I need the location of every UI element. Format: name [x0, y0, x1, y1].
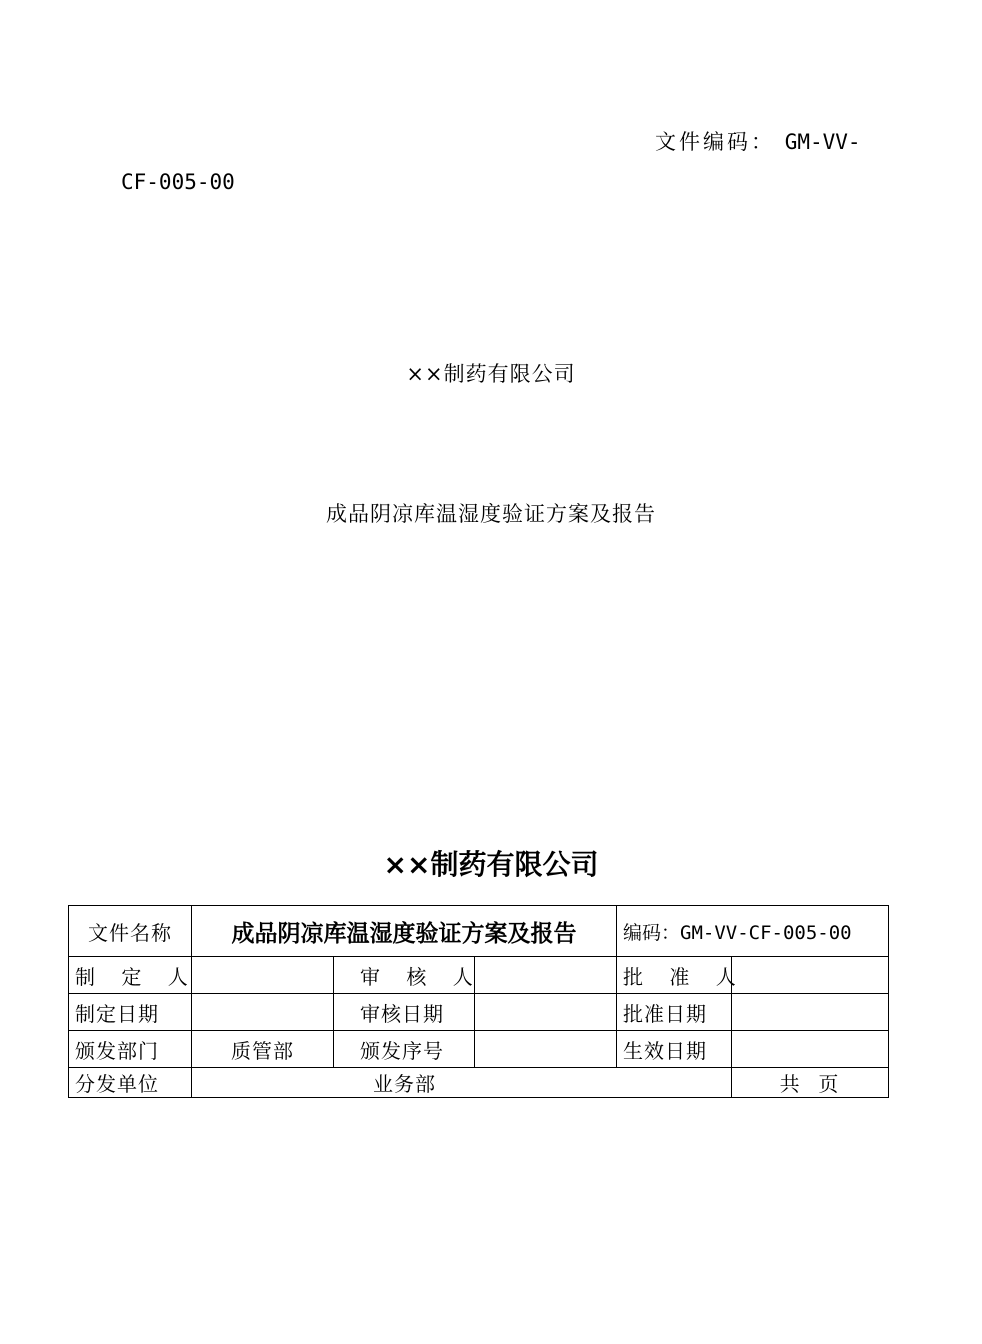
author-date-label: 制定日期	[69, 994, 192, 1031]
table-row-authors	[69, 957, 889, 994]
cover-company-name: ××制药有限公司	[406, 362, 576, 386]
file-code-header	[655, 126, 861, 156]
reviewer-value	[475, 957, 617, 994]
file-code-part2: CF-005-00	[121, 170, 235, 194]
approve-date-label: 批准日期	[617, 994, 732, 1031]
table-row-file-name	[69, 906, 889, 957]
effective-date-value	[732, 1031, 889, 1068]
file-code-label: 文件编码：	[655, 130, 775, 154]
author-date-value	[192, 994, 334, 1031]
approver-label: 批 准 人	[617, 957, 732, 994]
table-row-issue	[69, 1031, 889, 1068]
effective-date-label: 生效日期	[617, 1031, 732, 1068]
cover-document-title: 成品阴凉库温湿度验证方案及报告	[326, 502, 656, 526]
page-count: 共 页	[732, 1068, 889, 1098]
file-name-value: 成品阴凉库温湿度验证方案及报告	[192, 906, 617, 957]
form-company-name: ××制药有限公司	[383, 848, 599, 881]
review-date-label: 审核日期	[334, 994, 475, 1031]
issue-seq-label: 颁发序号	[334, 1031, 475, 1068]
issue-dept-value: 质管部	[192, 1031, 334, 1068]
code-label: 编码：	[623, 921, 681, 944]
file-code-cell	[617, 906, 889, 957]
issue-dept-label: 颁发部门	[69, 1031, 192, 1068]
author-label: 制 定 人	[69, 957, 192, 994]
code-value: GM-VV-CF-005-00	[680, 921, 852, 944]
file-code-part1: GM-VV-	[784, 130, 861, 154]
table-row-distribution	[69, 1068, 889, 1098]
review-date-value	[475, 994, 617, 1031]
document-info-table	[68, 905, 889, 1098]
approve-date-value	[732, 994, 889, 1031]
distribution-value: 业务部	[192, 1068, 732, 1098]
reviewer-label: 审 核 人	[334, 957, 475, 994]
table-row-dates	[69, 994, 889, 1031]
issue-seq-value	[475, 1031, 617, 1068]
distribution-label: 分发单位	[69, 1068, 192, 1098]
file-name-label: 文件名称	[69, 906, 192, 957]
author-value	[192, 957, 334, 994]
approver-value	[732, 957, 889, 994]
